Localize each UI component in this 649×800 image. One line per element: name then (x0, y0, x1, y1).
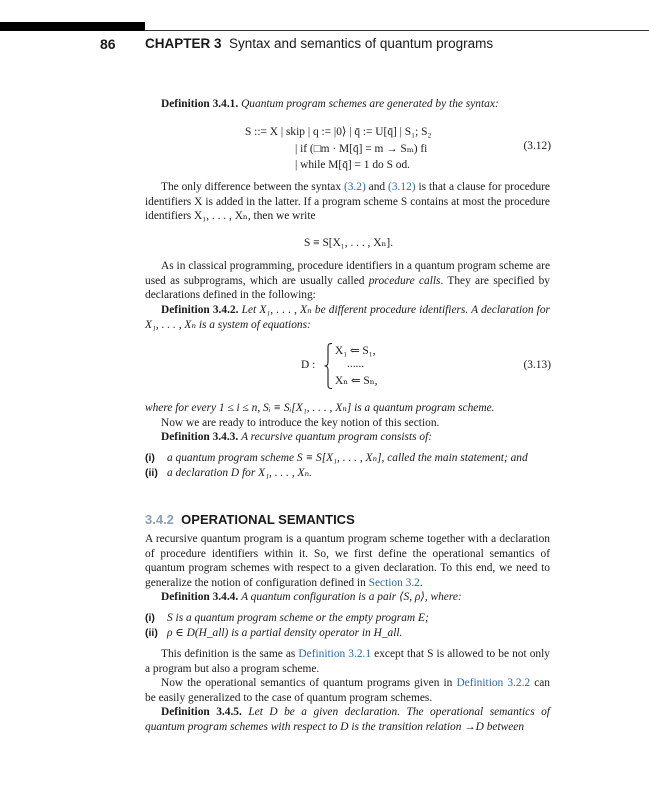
grammar-line-1: S ::= X | skip | q := |0⟩ | q̄ := U[q̄] | S₁; S₂ (245, 126, 432, 138)
page-number: 86 (100, 36, 116, 52)
grammar-line-2: | if (□m · M[q̄] = m → Sₘ) fi (295, 142, 428, 155)
declaration-lhs: D : (301, 359, 316, 371)
text: This definition is the same as (161, 648, 299, 660)
list-item (145, 611, 550, 626)
syntax-grammar (245, 124, 431, 174)
running-head (145, 36, 493, 51)
definition-label: Definition 3.4.2. (161, 304, 239, 316)
text: can be easily generalized to the case of quantum program schemes. (145, 677, 551, 704)
equation-number-3-12: (3.12) (523, 140, 551, 152)
emphasis: procedure calls (368, 274, 441, 287)
left-brace-icon (324, 343, 333, 389)
definition-link-3-2-1[interactable]: Definition 3.2.1 (298, 648, 372, 660)
list-item-label: (i) (145, 612, 155, 624)
definition-3-4-1 (145, 97, 550, 112)
grammar-line-3: | while M[q̄] = 1 do S od. (295, 159, 411, 171)
list-item (145, 451, 550, 466)
declaration-row-n: Xₙ ⇐ Sₙ, (335, 375, 378, 387)
paragraph-syntax-difference (145, 180, 550, 224)
list-item-text: a declaration D for X₁, . . . , Xₙ. (167, 466, 312, 479)
definition-label: Definition 3.4.1. (161, 98, 239, 110)
definition-3-4-2 (145, 303, 550, 332)
text: except that S is allowed to be not only a program but also a program scheme. (145, 648, 550, 675)
text: and (365, 181, 389, 193)
section-heading (145, 512, 355, 527)
paragraph-definition-remarks (145, 647, 550, 735)
section-title: OPERATIONAL SEMANTICS (181, 512, 355, 527)
chapter-label: CHAPTER 3 (145, 36, 222, 51)
definition-text: Let X₁, . . . , Xₙ be different procedure identifiers. A declaration for X₁, . . . , Xₙ is a system of equations: (145, 304, 550, 331)
definition-link-3-2-2[interactable]: Definition 3.2.2 (456, 677, 531, 690)
list-item-text: a quantum program scheme S ≡ S[X₁, . . . , Xₙ], called the main statement; and (167, 452, 528, 464)
declaration-row-ellipsis: ...... (347, 358, 365, 370)
text: The only difference between the syntax (161, 181, 344, 193)
section-link-3-2[interactable]: Section 3.2 (368, 576, 420, 589)
text: . (419, 576, 423, 589)
definition-text: Quantum program schemes are generated by the syntax: (241, 98, 499, 110)
list-item (145, 466, 550, 481)
definition-text: Let D be a given declaration. The operational semantics of quantum program schemes with respect to D is the transition relation →D between (145, 706, 550, 733)
paragraph-operational-intro (145, 532, 550, 605)
where-text: where for every 1 ≤ i ≤ n, Sᵢ ≡ Sᵢ[X₁, . . . , Xₙ] is a quantum program scheme. (145, 402, 495, 414)
section-number: 3.4.2 (145, 512, 174, 527)
definition-label: Definition 3.4.5. (161, 706, 242, 719)
definition-text: A quantum configuration is a pair ⟨S, ρ⟩, where: (241, 591, 462, 604)
header-bar (0, 22, 145, 31)
header-rule (145, 30, 649, 31)
equation-number-3-13: (3.13) (523, 359, 551, 371)
list-item-label: (ii) (145, 626, 158, 639)
list-recursive-program (145, 451, 550, 480)
definition-text: A recursive quantum program consists of: (241, 431, 433, 444)
text: A recursive quantum program is a quantum program scheme together with a declaration of procedure identifiers within it. So, we first define the operational semantics of quantum program schemes with respect to a given declaration. To this end, we need to generalize the notion of configuration defined in (145, 533, 550, 589)
declaration-row-1: X₁ ⇐ S₁, (335, 345, 376, 357)
paragraph-procedure-calls (145, 259, 550, 303)
text: As in classical programming, procedure identifiers in a quantum program scheme are used as subprograms, which are usually called (145, 260, 550, 287)
equation-link-3-2[interactable]: (3.2) (343, 181, 366, 193)
list-item (145, 626, 550, 641)
list-item-label: (ii) (145, 466, 158, 479)
equation-link-3-12[interactable]: (3.12) (388, 181, 416, 193)
list-quantum-configuration (145, 611, 550, 640)
definition-label: Definition 3.4.3. (161, 431, 239, 444)
chapter-title: Syntax and semantics of quantum programs (229, 36, 494, 51)
declaration-where (145, 401, 550, 445)
scheme-equation: S ≡ S[X₁, . . . , Xₙ]. (304, 237, 394, 249)
list-item-text: ρ ∈ D(H_all) is a partial density operator in H_all. (167, 626, 403, 639)
text: is that a clause for procedure identifiers X is added in the latter. If a program scheme S contains at most the procedure identifiers X₁, . . . , Xₙ, then we write (145, 181, 550, 223)
list-item-text: S is a quantum program scheme or the empty program E; (167, 612, 429, 624)
list-item-label: (i) (145, 452, 155, 464)
paragraph-key-notion: Now we are ready to introduce the key notion of this section. (161, 416, 440, 429)
definition-label: Definition 3.4.4. (161, 591, 239, 604)
text: . They are specified by declarations defined in the following: (145, 274, 550, 302)
text: Now the operational semantics of quantum programs given in (161, 677, 457, 690)
